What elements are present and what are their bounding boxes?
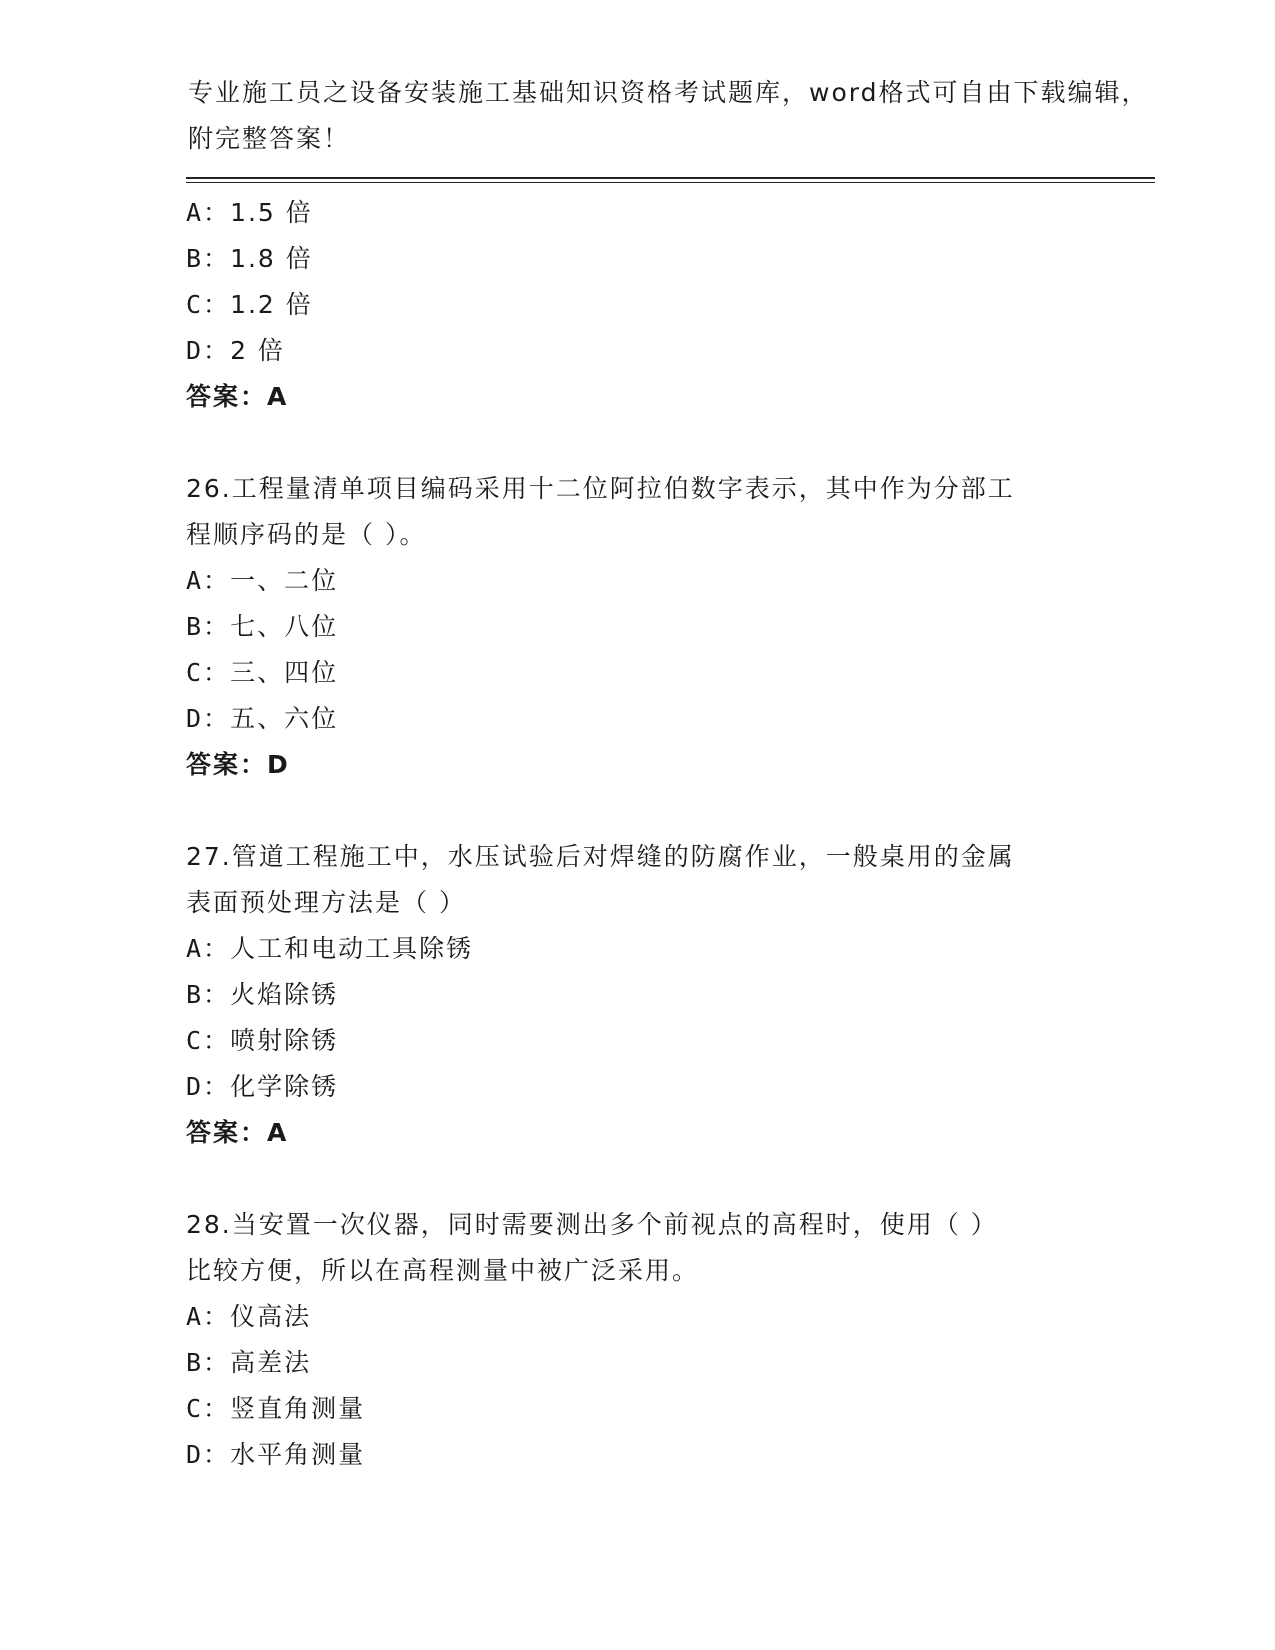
question-text-line-2: 程顺序码的是（ ）。 — [186, 520, 427, 549]
option-b: B：火焰除锈 — [186, 980, 339, 1009]
option-a: A：1.5 倍 — [186, 198, 313, 227]
question-block-27 — [186, 834, 1086, 1156]
option-c: C：喷射除锈 — [186, 1026, 339, 1055]
question-block-26 — [186, 466, 1086, 788]
option-c: C：1.2 倍 — [186, 290, 313, 319]
header-line-2: 附完整答案！ — [188, 124, 351, 153]
document-header — [188, 70, 1149, 162]
option-d: D：化学除锈 — [186, 1072, 339, 1101]
question-block-previous — [186, 190, 1086, 420]
header-line-1: 专业施工员之设备安装施工基础知识资格考试题库，word格式可自由下载编辑， — [188, 78, 1149, 107]
option-c: C：竖直角测量 — [186, 1394, 366, 1423]
question-text-line-2: 表面预处理方法是（ ） — [186, 888, 466, 917]
option-b: B：七、八位 — [186, 612, 339, 641]
option-b: B：高差法 — [186, 1348, 312, 1377]
answer-line: 答案：D — [186, 750, 290, 779]
option-a: A：人工和电动工具除锈 — [186, 934, 474, 963]
option-a: A：仪高法 — [186, 1302, 312, 1331]
answer-line: 答案：A — [186, 1118, 289, 1147]
question-text-line-1: 28.当安置一次仪器，同时需要测出多个前视点的高程时，使用（ ） — [186, 1210, 998, 1239]
option-c: C：三、四位 — [186, 658, 339, 687]
question-text-line-2: 比较方便，所以在高程测量中被广泛采用。 — [186, 1256, 700, 1285]
question-list — [186, 190, 1086, 1478]
answer-line: 答案：A — [186, 382, 289, 411]
option-d: D：水平角测量 — [186, 1440, 366, 1469]
question-text-line-1: 27.管道工程施工中，水压试验后对焊缝的防腐作业，一般桌用的金属 — [186, 842, 1015, 871]
option-d: D：五、六位 — [186, 704, 339, 733]
question-block-28 — [186, 1202, 1086, 1478]
option-a: A：一、二位 — [186, 566, 339, 595]
option-b: B：1.8 倍 — [186, 244, 313, 273]
header-divider — [186, 177, 1155, 183]
question-text-line-1: 26.工程量清单项目编码采用十二位阿拉伯数字表示，其中作为分部工 — [186, 474, 1015, 503]
option-d: D：2 倍 — [186, 336, 285, 365]
